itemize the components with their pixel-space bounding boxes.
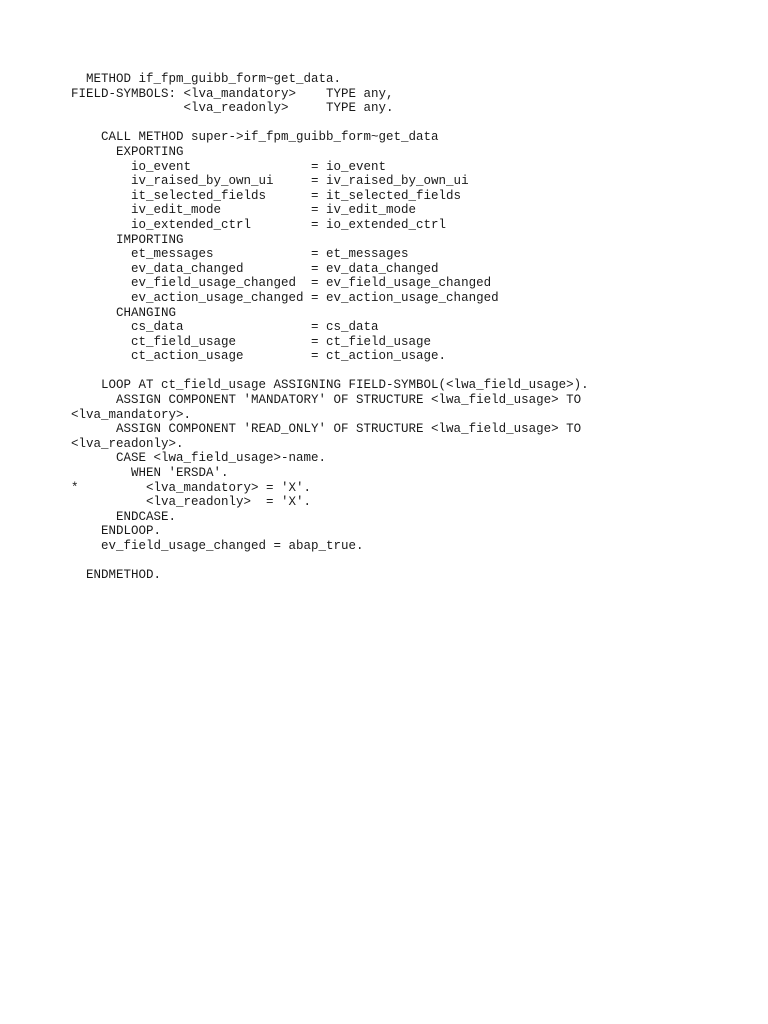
- code-line: ASSIGN COMPONENT 'MANDATORY' OF STRUCTURE <lwa_field_usage> TO: [71, 393, 582, 408]
- code-line: LOOP AT ct_field_usage ASSIGNING FIELD-SYMBOL(<lwa_field_usage>).: [71, 378, 589, 393]
- code-line: it_selected_fields = it_selected_fields: [71, 188, 462, 203]
- code-listing: [71, 72, 589, 583]
- code-line: ct_field_usage = ct_field_usage: [71, 334, 432, 349]
- code-line: <lva_readonly> = 'X'.: [71, 495, 312, 510]
- code-line: ENDLOOP.: [71, 524, 162, 539]
- code-line: cs_data = cs_data: [71, 320, 379, 335]
- code-line: ENDCASE.: [71, 509, 177, 524]
- code-line: ev_field_usage_changed = ev_field_usage_changed: [71, 276, 492, 291]
- code-line: CHANGING: [71, 305, 177, 320]
- code-line: EXPORTING: [71, 144, 184, 159]
- code-line: ct_action_usage = ct_action_usage.: [71, 349, 447, 364]
- code-line: ev_field_usage_changed = abap_true.: [71, 539, 364, 553]
- code-line: iv_raised_by_own_ui = iv_raised_by_own_ui: [71, 174, 469, 189]
- code-line-blank: [71, 116, 589, 131]
- code-line: <lva_readonly> TYPE any.: [71, 101, 394, 116]
- code-line: CALL METHOD super->if_fpm_guibb_form~get_data: [71, 130, 439, 145]
- code-line: io_extended_ctrl = io_extended_ctrl: [71, 217, 447, 232]
- code-line: iv_edit_mode = iv_edit_mode: [71, 203, 417, 218]
- code-line: ev_data_changed = ev_data_changed: [71, 261, 439, 276]
- code-line: ASSIGN COMPONENT 'READ_ONLY' OF STRUCTURE <lwa_field_usage> TO: [71, 422, 582, 437]
- code-line: METHOD if_fpm_guibb_form~get_data.: [71, 72, 342, 86]
- code-line-blank: [71, 554, 589, 569]
- code-line: ev_action_usage_changed = ev_action_usage_changed: [71, 290, 499, 305]
- code-line: ENDMETHOD.: [71, 568, 162, 583]
- code-line: et_messages = et_messages: [71, 247, 409, 262]
- code-line-comment: * <lva_mandatory> = 'X'.: [71, 480, 312, 495]
- code-line: <lva_readonly>.: [71, 436, 184, 451]
- code-line: FIELD-SYMBOLS: <lva_mandatory> TYPE any,: [71, 86, 394, 101]
- code-line: CASE <lwa_field_usage>-name.: [71, 451, 327, 466]
- code-line: <lva_mandatory>.: [71, 407, 192, 422]
- code-line: WHEN 'ERSDA'.: [71, 466, 229, 481]
- code-line-blank: [71, 364, 589, 379]
- code-line: io_event = io_event: [71, 159, 387, 174]
- code-line: IMPORTING: [71, 232, 184, 247]
